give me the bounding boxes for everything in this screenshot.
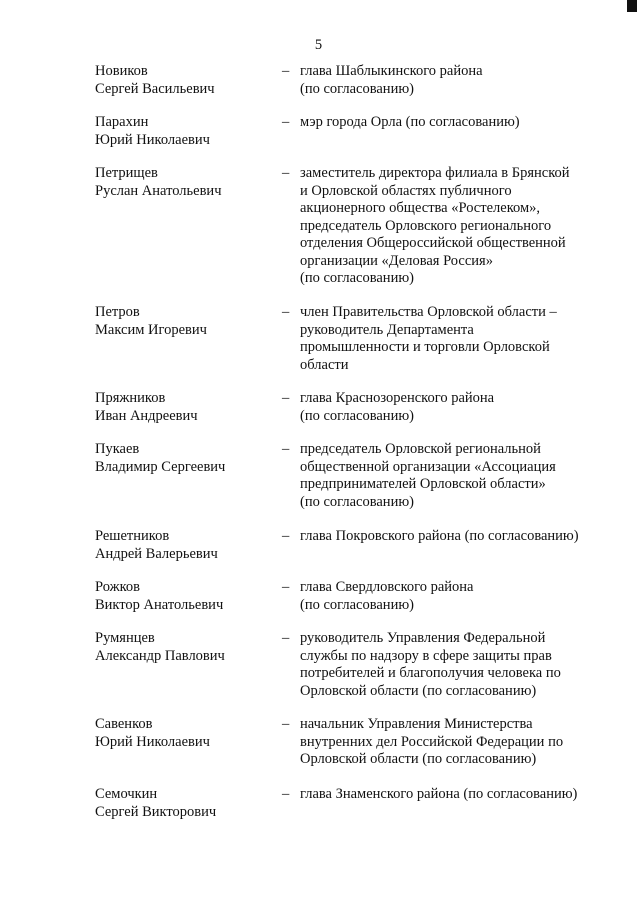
- position-description: [300, 441, 632, 511]
- dash-separator: –: [282, 630, 290, 646]
- position-line: глава Свердловского района: [300, 579, 474, 595]
- given-name: Владимир Сергеевич: [95, 458, 226, 475]
- position-description: [300, 579, 632, 614]
- dash-separator: –: [282, 441, 290, 457]
- given-name: Юрий Николаевич: [95, 733, 210, 750]
- position-line: начальник Управления Министерства: [300, 716, 533, 732]
- dash-separator: –: [282, 716, 290, 732]
- person-name: [95, 716, 280, 751]
- dash-separator: –: [282, 114, 290, 130]
- surname: Новиков: [95, 63, 148, 79]
- person-name: [95, 165, 280, 200]
- surname: Петрищев: [95, 165, 158, 181]
- position-line: председатель Орловской региональной: [300, 441, 541, 457]
- person-name: [95, 630, 280, 665]
- position-line: руководитель Управления Федеральной: [300, 630, 546, 646]
- dash-separator: –: [282, 786, 290, 802]
- surname: Семочкин: [95, 786, 158, 802]
- given-name: Виктор Анатольевич: [95, 596, 224, 613]
- position-line: (по согласованию): [300, 80, 414, 97]
- position-description: [300, 528, 632, 546]
- dash-separator: –: [282, 528, 290, 544]
- position-line: председатель Орловского регионального: [300, 217, 552, 234]
- position-line: общественной организации «Ассоциация: [300, 458, 556, 475]
- position-description: [300, 716, 632, 769]
- surname: Румянцев: [95, 630, 155, 646]
- position-description: [300, 630, 632, 700]
- dash-separator: –: [282, 304, 290, 320]
- position-line: заместитель директора филиала в Брянской: [300, 165, 570, 181]
- position-line: отделения Общероссийской общественной: [300, 235, 566, 251]
- position-line: глава Краснозоренского района: [300, 390, 495, 406]
- position-line: внутренних дел Российской Федерации по: [300, 733, 564, 750]
- page-number: 5: [314, 37, 323, 53]
- surname: Петров: [95, 304, 140, 320]
- position-line: Орловской области (по согласованию): [300, 751, 537, 767]
- person-name: [95, 390, 280, 425]
- person-name: [95, 304, 280, 339]
- given-name: Александр Павлович: [95, 647, 225, 664]
- surname: Пукаев: [95, 441, 140, 457]
- scan-corner-mark: [627, 0, 637, 12]
- position-line: потребителей и благополучия человека по: [300, 665, 561, 681]
- given-name: Руслан Анатольевич: [95, 182, 222, 199]
- surname: Савенков: [95, 716, 153, 732]
- position-line: акционерного общества «Ростелеком»,: [300, 200, 541, 216]
- position-line: предпринимателей Орловской области»: [300, 476, 546, 492]
- position-line: (по согласованию): [300, 407, 414, 424]
- position-line: области: [300, 356, 349, 373]
- given-name: Андрей Валерьевич: [95, 545, 218, 562]
- position-line: (по согласованию): [300, 596, 414, 613]
- position-line: глава Шаблыкинского района: [300, 63, 483, 79]
- person-name: [95, 114, 280, 149]
- dash-separator: –: [282, 390, 290, 406]
- surname: Парахин: [95, 114, 149, 130]
- given-name: Сергей Викторович: [95, 803, 217, 820]
- position-line: мэр города Орла (по согласованию): [300, 114, 520, 130]
- position-description: [300, 786, 632, 804]
- position-description: [300, 114, 632, 132]
- position-line: глава Покровского района (по согласованию): [300, 528, 579, 544]
- position-line: промышленности и торговли Орловской: [300, 339, 550, 355]
- dash-separator: –: [282, 165, 290, 181]
- person-name: [95, 528, 280, 563]
- person-name: [95, 441, 280, 476]
- surname: Рожков: [95, 579, 141, 595]
- position-line: (по согласованию): [300, 493, 414, 510]
- position-line: и Орловской областях публичного: [300, 182, 512, 199]
- position-line: глава Знаменского района (по согласованию): [300, 786, 578, 802]
- person-name: [95, 63, 280, 98]
- position-line: организации «Деловая Россия»: [300, 252, 493, 269]
- position-description: [300, 390, 632, 425]
- surname: Пряжников: [95, 390, 166, 406]
- given-name: Юрий Николаевич: [95, 131, 210, 148]
- position-line: Орловской области (по согласованию): [300, 682, 537, 699]
- position-line: (по согласованию): [300, 270, 414, 286]
- position-description: [300, 63, 632, 98]
- given-name: Иван Андреевич: [95, 407, 198, 424]
- position-line: службы по надзору в сфере защиты прав: [300, 647, 552, 664]
- dash-separator: –: [282, 63, 290, 79]
- position-description: [300, 304, 632, 374]
- given-name: Сергей Васильевич: [95, 80, 215, 97]
- given-name: Максим Игоревич: [95, 321, 207, 338]
- surname: Решетников: [95, 528, 170, 544]
- person-name: [95, 579, 280, 614]
- person-name: [95, 786, 280, 821]
- position-line: член Правительства Орловской области –: [300, 304, 557, 320]
- dash-separator: –: [282, 579, 290, 595]
- position-line: руководитель Департамента: [300, 321, 474, 338]
- position-description: [300, 165, 632, 288]
